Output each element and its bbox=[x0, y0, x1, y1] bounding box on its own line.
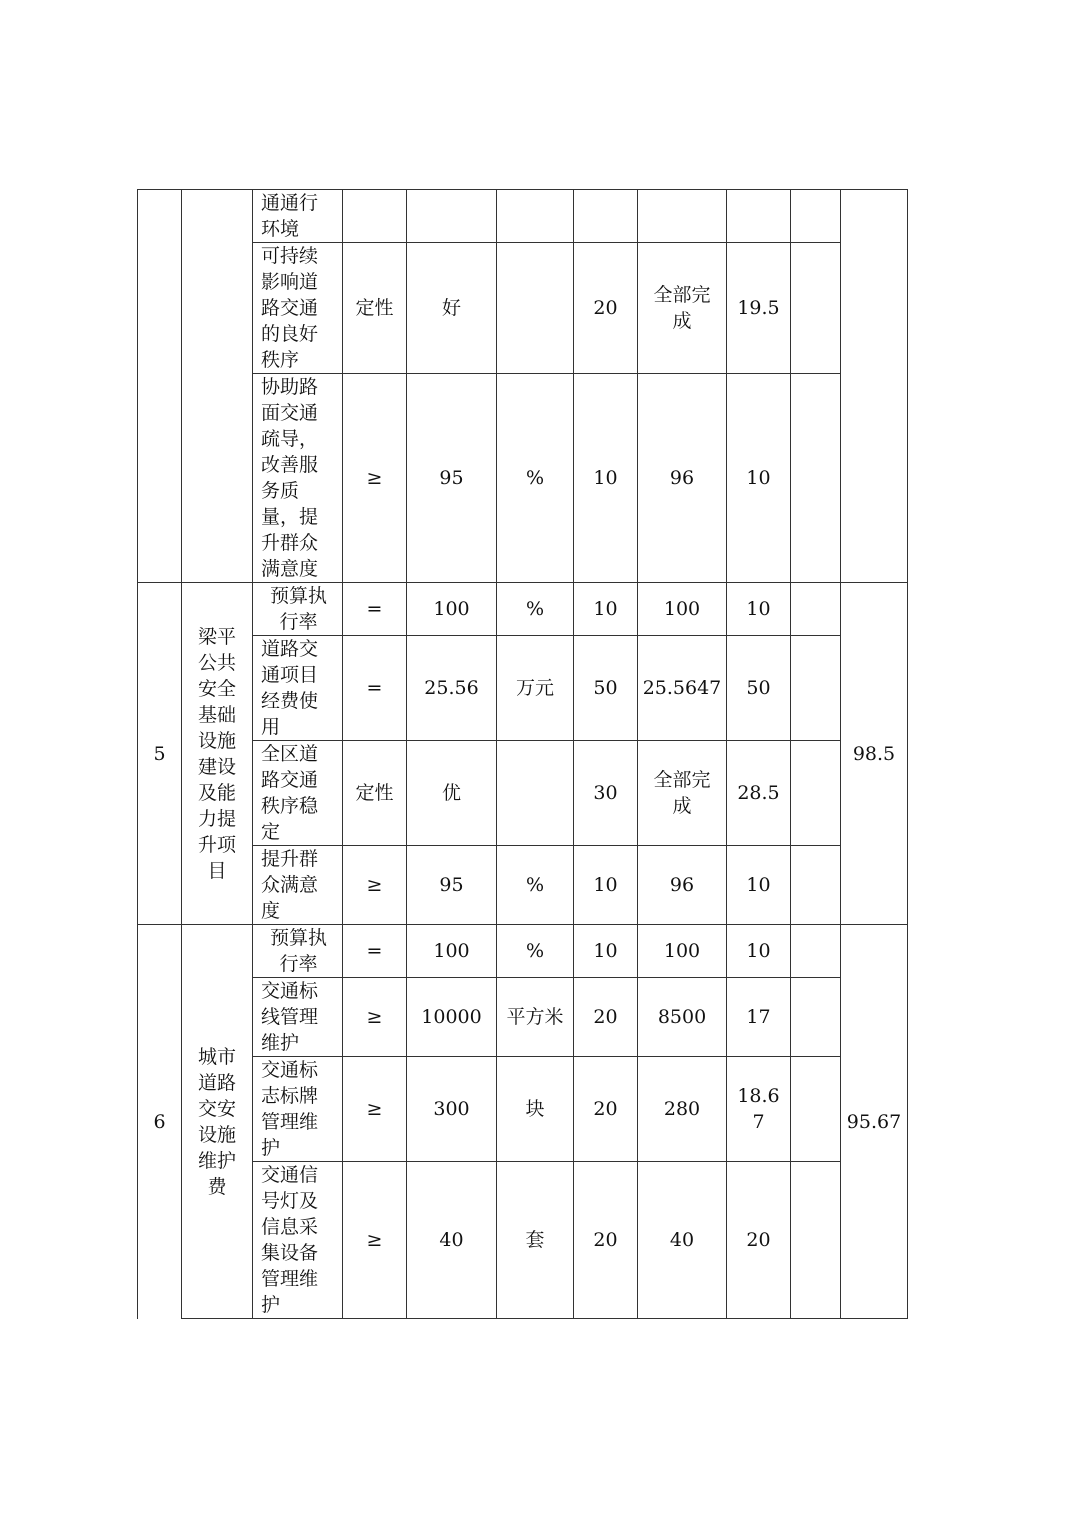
target-value: 25.56 bbox=[407, 636, 497, 741]
weight-cell: 20 bbox=[574, 243, 638, 374]
weight-cell: 30 bbox=[574, 741, 638, 846]
weight-cell: 20 bbox=[574, 1057, 638, 1162]
actual-value: 96 bbox=[638, 374, 727, 583]
weight-cell: 50 bbox=[574, 636, 638, 741]
weight-cell: 10 bbox=[574, 374, 638, 583]
note-cell bbox=[791, 1162, 841, 1319]
indicator-name: 预算执行率 bbox=[253, 925, 343, 978]
unit-cell: % bbox=[497, 925, 574, 978]
indicator-name: 全区道路交通秩序稳定 bbox=[253, 741, 343, 846]
score-cell: 17 bbox=[727, 978, 791, 1057]
table-row bbox=[138, 1057, 908, 1162]
table-row bbox=[138, 846, 908, 925]
total-score: 95.67 bbox=[841, 925, 908, 1319]
project-name: 城市道路交安设施维护费 bbox=[182, 925, 253, 1319]
operator-cell: = bbox=[343, 925, 407, 978]
note-cell bbox=[791, 636, 841, 741]
indicator-name: 交通标线管理维护 bbox=[253, 978, 343, 1057]
project-number: 6 bbox=[138, 925, 182, 1319]
unit-cell bbox=[497, 741, 574, 846]
actual-value: 96 bbox=[638, 846, 727, 925]
operator-cell: ≥ bbox=[343, 1162, 407, 1319]
indicator-name: 通通行环境 bbox=[253, 190, 343, 243]
table-row bbox=[138, 583, 908, 636]
weight-cell: 10 bbox=[574, 583, 638, 636]
weight-cell bbox=[574, 190, 638, 243]
note-cell bbox=[791, 846, 841, 925]
target-value: 好 bbox=[407, 243, 497, 374]
note-cell bbox=[791, 978, 841, 1057]
indicator-name: 提升群众满意度 bbox=[253, 846, 343, 925]
table-row bbox=[138, 190, 908, 243]
note-cell bbox=[791, 1057, 841, 1162]
project-number: 5 bbox=[138, 583, 182, 925]
indicator-name: 交通信号灯及信息采集设备管理维护 bbox=[253, 1162, 343, 1319]
target-value: 300 bbox=[407, 1057, 497, 1162]
actual-value: 280 bbox=[638, 1057, 727, 1162]
actual-value: 25.5647 bbox=[638, 636, 727, 741]
operator-cell: 定性 bbox=[343, 243, 407, 374]
actual-value: 100 bbox=[638, 925, 727, 978]
score-cell: 10 bbox=[727, 925, 791, 978]
actual-value bbox=[638, 190, 727, 243]
operator-cell: = bbox=[343, 636, 407, 741]
actual-value: 100 bbox=[638, 583, 727, 636]
indicator-name: 可持续影响道路交通的良好秩序 bbox=[253, 243, 343, 374]
indicator-name: 协助路面交通疏导，改善服务质量，提升群众满意度 bbox=[253, 374, 343, 583]
table-row bbox=[138, 1162, 908, 1319]
unit-cell: % bbox=[497, 374, 574, 583]
score-cell: 50 bbox=[727, 636, 791, 741]
operator-cell: = bbox=[343, 583, 407, 636]
project-name-cell bbox=[182, 190, 253, 583]
indicator-name: 道路交通项目经费使用 bbox=[253, 636, 343, 741]
unit-cell bbox=[497, 243, 574, 374]
note-cell bbox=[791, 583, 841, 636]
target-value: 40 bbox=[407, 1162, 497, 1319]
project-number-cell bbox=[138, 190, 182, 583]
note-cell bbox=[791, 741, 841, 846]
operator-cell: ≥ bbox=[343, 846, 407, 925]
note-cell bbox=[791, 374, 841, 583]
unit-cell: 平方米 bbox=[497, 978, 574, 1057]
target-value bbox=[407, 190, 497, 243]
unit-cell: 万元 bbox=[497, 636, 574, 741]
weight-cell: 10 bbox=[574, 925, 638, 978]
score-cell: 10 bbox=[727, 374, 791, 583]
table-row bbox=[138, 741, 908, 846]
note-cell bbox=[791, 925, 841, 978]
table-row bbox=[138, 978, 908, 1057]
table-row bbox=[138, 374, 908, 583]
weight-cell: 20 bbox=[574, 978, 638, 1057]
target-value: 95 bbox=[407, 374, 497, 583]
unit-cell: 套 bbox=[497, 1162, 574, 1319]
table-row bbox=[138, 925, 908, 978]
actual-value: 全部完成 bbox=[638, 741, 727, 846]
indicator-name: 交通标志标牌管理维护 bbox=[253, 1057, 343, 1162]
target-value: 100 bbox=[407, 583, 497, 636]
operator-cell: ≥ bbox=[343, 374, 407, 583]
target-value: 优 bbox=[407, 741, 497, 846]
unit-cell bbox=[497, 190, 574, 243]
operator-cell bbox=[343, 190, 407, 243]
project-name: 梁平公共安全基础设施建设及能力提升项目 bbox=[182, 583, 253, 925]
actual-value: 全部完成 bbox=[638, 243, 727, 374]
total-score: 98.5 bbox=[841, 583, 908, 925]
score-cell bbox=[727, 190, 791, 243]
operator-cell: ≥ bbox=[343, 1057, 407, 1162]
weight-cell: 10 bbox=[574, 846, 638, 925]
actual-value: 40 bbox=[638, 1162, 727, 1319]
score-cell: 28.5 bbox=[727, 741, 791, 846]
target-value: 10000 bbox=[407, 978, 497, 1057]
table-row bbox=[138, 243, 908, 374]
score-cell: 10 bbox=[727, 846, 791, 925]
performance-evaluation-table bbox=[137, 189, 908, 1319]
weight-cell: 20 bbox=[574, 1162, 638, 1319]
note-cell bbox=[791, 243, 841, 374]
indicator-name: 预算执行率 bbox=[253, 583, 343, 636]
unit-cell: % bbox=[497, 583, 574, 636]
operator-cell: 定性 bbox=[343, 741, 407, 846]
unit-cell: 块 bbox=[497, 1057, 574, 1162]
actual-value: 8500 bbox=[638, 978, 727, 1057]
unit-cell: % bbox=[497, 846, 574, 925]
note-cell bbox=[791, 190, 841, 243]
target-value: 100 bbox=[407, 925, 497, 978]
score-cell: 20 bbox=[727, 1162, 791, 1319]
score-cell: 10 bbox=[727, 583, 791, 636]
total-score-cell bbox=[841, 190, 908, 583]
table-row bbox=[138, 636, 908, 741]
operator-cell: ≥ bbox=[343, 978, 407, 1057]
target-value: 95 bbox=[407, 846, 497, 925]
score-cell: 18.67 bbox=[727, 1057, 791, 1162]
score-cell: 19.5 bbox=[727, 243, 791, 374]
